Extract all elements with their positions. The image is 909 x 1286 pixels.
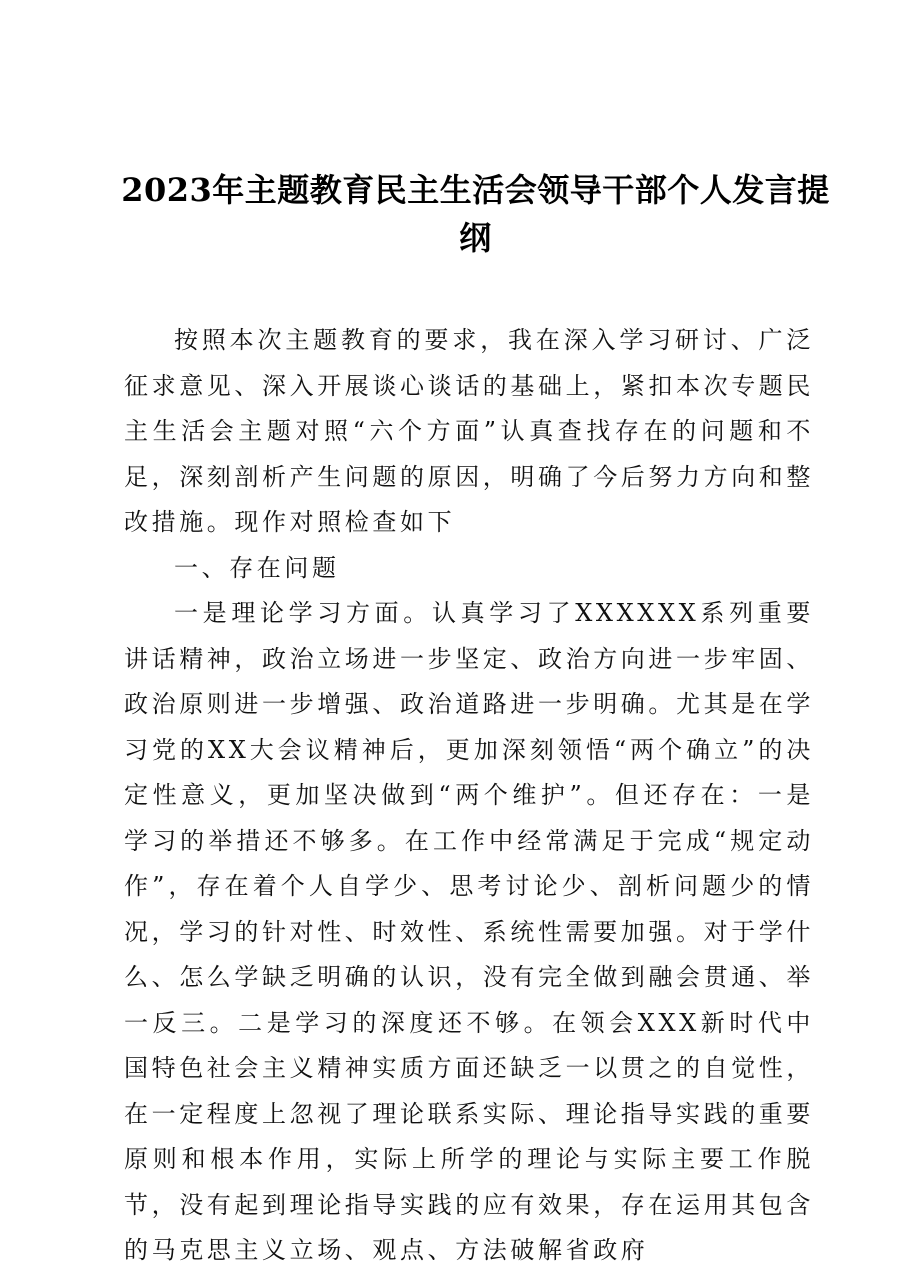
document-title: 2023年主题教育民主生活会领导干部个人发言提纲 — [121, 171, 830, 257]
section-heading-problems: 一、存在问题 — [174, 553, 340, 582]
intro-paragraph: 按照本次主题教育的要求，我在深入学习研讨、广泛征求意见、深入开展谈心谈话的基础上，紧扣本次专题民主生活会主题对照“六个方面”认真查找存在的问题和不足，深刻剖析产生问题的原因，明确了今后努力方向和整改措施。现作对照检查如下 — [124, 326, 814, 536]
theory-study-paragraph: 一是理论学习方面。认真学习了XXXXXX系列重要讲话精神，政治立场进一步坚定、政治方向进一步牢固、政治原则进一步增强、政治道路进一步明确。尤其是在学习党的XX大会议精神后，更加深刻领悟“两个确立”的决定性意义，更加坚决做到“两个维护”。但还存在：一是学习的举措还不够多。在工作中经常满足于完成“规定动作”，存在着个人自学少、思考讨论少、剖析问题少的情况，学习的针对性、时效性、系统性需要加强。对于学什么、怎么学缺乏明确的认识，没有完全做到融会贯通、举一反三。二是学习的深度还不够。在领会XXX新时代中国特色社会主义精神实质方面还缺乏一以贯之的自觉性，在一定程度上忽视了理论联系实际、理论指导实践的重要原则和根本作用，实际上所学的理论与实际主要工作脱节，没有起到理论指导实践的应有效果，存在运用其包含的马克思主义立场、观点、方法破解省政府 — [124, 599, 814, 1264]
document-body — [124, 318, 814, 1274]
